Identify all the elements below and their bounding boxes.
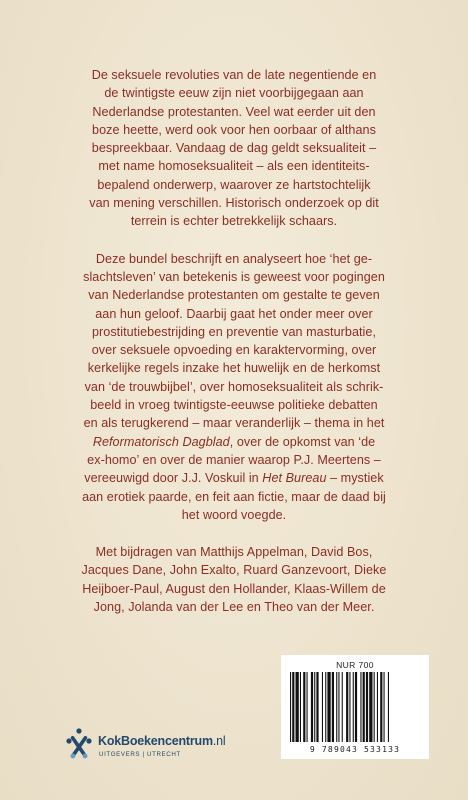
blurb-line bbox=[40, 433, 428, 451]
barcode-bar bbox=[311, 672, 313, 742]
newspaper-title: Reformatorisch Dagblad bbox=[92, 434, 230, 449]
blurb-line: aan erotiek paarde, en feit aan fictie, maar de daad bij bbox=[82, 489, 386, 504]
barcode-bars bbox=[290, 672, 421, 742]
barcode-bar bbox=[366, 672, 368, 742]
book-title: Het Bureau bbox=[262, 471, 327, 486]
publisher-subtitle: UITGEVERS | UTRECHT bbox=[99, 751, 181, 758]
barcode-bar bbox=[336, 672, 337, 742]
barcode-bar bbox=[388, 672, 389, 742]
isbn-digits: 9 789043 533133 bbox=[309, 745, 401, 754]
barcode-bar bbox=[346, 672, 348, 742]
barcode-bar bbox=[332, 672, 334, 742]
blurb-line: beeld in vroeg twintigste-eeuwse politieke debatten bbox=[90, 398, 378, 413]
blurb-line: het woord voegde. bbox=[181, 507, 287, 522]
blurb-paragraph-2 bbox=[40, 250, 428, 524]
barcode-bar bbox=[296, 672, 299, 742]
barcode-bar bbox=[369, 672, 372, 742]
barcode-bar bbox=[325, 672, 326, 742]
blurb-line: bespreekbaar. Vandaag de dag geldt seksualiteit – bbox=[91, 141, 377, 156]
blurb-line: slachtsleven’ van betekenis is geweest voor pogingen bbox=[83, 269, 385, 284]
blurb-line: van mening verschillen. Historisch onderzoek op dit bbox=[89, 196, 379, 211]
blurb-line: van ‘de trouwbijbel’, over homoseksualiteit als schrik- bbox=[84, 379, 384, 394]
barcode-bar bbox=[303, 672, 305, 742]
blurb-line: Jong, Jolanda van der Lee en Theo van der Meer. bbox=[93, 600, 375, 615]
blurb-line: Deze bundel beschrijft en analyseert hoe ‘het ge- bbox=[95, 251, 373, 266]
publisher-mark-icon bbox=[64, 728, 94, 762]
barcode-bar bbox=[292, 672, 294, 742]
contributors-paragraph bbox=[40, 543, 428, 616]
barcode-bar bbox=[327, 672, 330, 742]
blurb-line: terrein is echter betrekkelijk schaars. bbox=[130, 214, 338, 229]
blurb-line: Met bijdragen van Matthijs Appelman, David Bos, bbox=[95, 545, 373, 560]
barcode-bar bbox=[314, 672, 315, 742]
blurb-line: boze heette, werd ook voor hen oorbaar of althans bbox=[92, 122, 376, 137]
barcode-label bbox=[281, 655, 429, 759]
blurb-line: kerkelijke regels inzake het huwelijk en de herkomst bbox=[87, 361, 381, 376]
blurb-line: aan hun geloof. Daarbij gaat het onder meer over bbox=[95, 306, 373, 321]
blurb-line: Jacques Dane, John Exalto, Ruard Ganzevoort, Dieke bbox=[81, 563, 387, 578]
blurb-line: prostitutiebestrijding en preventie van masturbatie, bbox=[91, 324, 376, 339]
blurb-line: Heijboer-Paul, August den Hollander, Klaas-Willem de bbox=[82, 581, 386, 596]
publisher-name-bold: KokBoekencentrum bbox=[98, 734, 213, 748]
blurb-line: de twintigste eeuw zijn niet voorbijgegaan aan bbox=[104, 86, 364, 101]
blurb-line: van Nederlandse protestanten om gestalte te geven bbox=[88, 288, 380, 303]
blurb-text: – mystiek bbox=[326, 471, 384, 486]
barcode-bar bbox=[374, 672, 375, 742]
blurb-line: met name homoseksualiteit – als een identiteits- bbox=[98, 159, 370, 174]
barcode-bar bbox=[380, 672, 382, 742]
barcode-bar bbox=[363, 672, 365, 742]
nur-code: NUR 700 bbox=[336, 660, 374, 670]
publisher-name-suffix: .nl bbox=[212, 734, 226, 748]
blurb-paragraph-1 bbox=[40, 66, 428, 231]
barcode-bar bbox=[300, 672, 301, 742]
blurb-line: bepalend onderwerp, waarover ze hartstochtelijk bbox=[97, 177, 371, 192]
blurb-line: De seksuele revoluties van de late negentiende en bbox=[91, 68, 377, 82]
blurb-line: ex-homo’ en over de manier waarop P.J. Meertens – bbox=[87, 452, 381, 467]
barcode-bar bbox=[384, 672, 385, 742]
barcode-bar bbox=[360, 672, 361, 742]
blurb-text: , over de opkomst van ‘de bbox=[229, 434, 376, 449]
blurb-line: Nederlandse protestanten. Veel wat eerder uit den bbox=[92, 104, 376, 119]
barcode-bar bbox=[338, 672, 339, 742]
barcode-bar bbox=[290, 672, 291, 742]
barcode-bar bbox=[322, 672, 323, 742]
blurb-line bbox=[40, 469, 428, 487]
barcode-bar bbox=[316, 672, 318, 742]
barcode-bar bbox=[342, 672, 343, 742]
blurb-text: vereeuwigd door J.J. Voskuil in bbox=[84, 471, 263, 486]
publisher-name bbox=[98, 734, 226, 748]
barcode-bar bbox=[353, 672, 354, 742]
barcode-bar bbox=[377, 672, 378, 742]
blurb bbox=[40, 66, 428, 635]
barcode-bar bbox=[307, 672, 308, 742]
barcode-bar bbox=[355, 672, 357, 742]
blurb-line: en als terugkerend – maar veranderlijk – thema in het bbox=[83, 416, 385, 431]
barcode-bar bbox=[349, 672, 350, 742]
publisher-logo bbox=[64, 728, 284, 768]
blurb-line: over seksuele opvoeding en karaktervorming, over bbox=[91, 343, 377, 358]
